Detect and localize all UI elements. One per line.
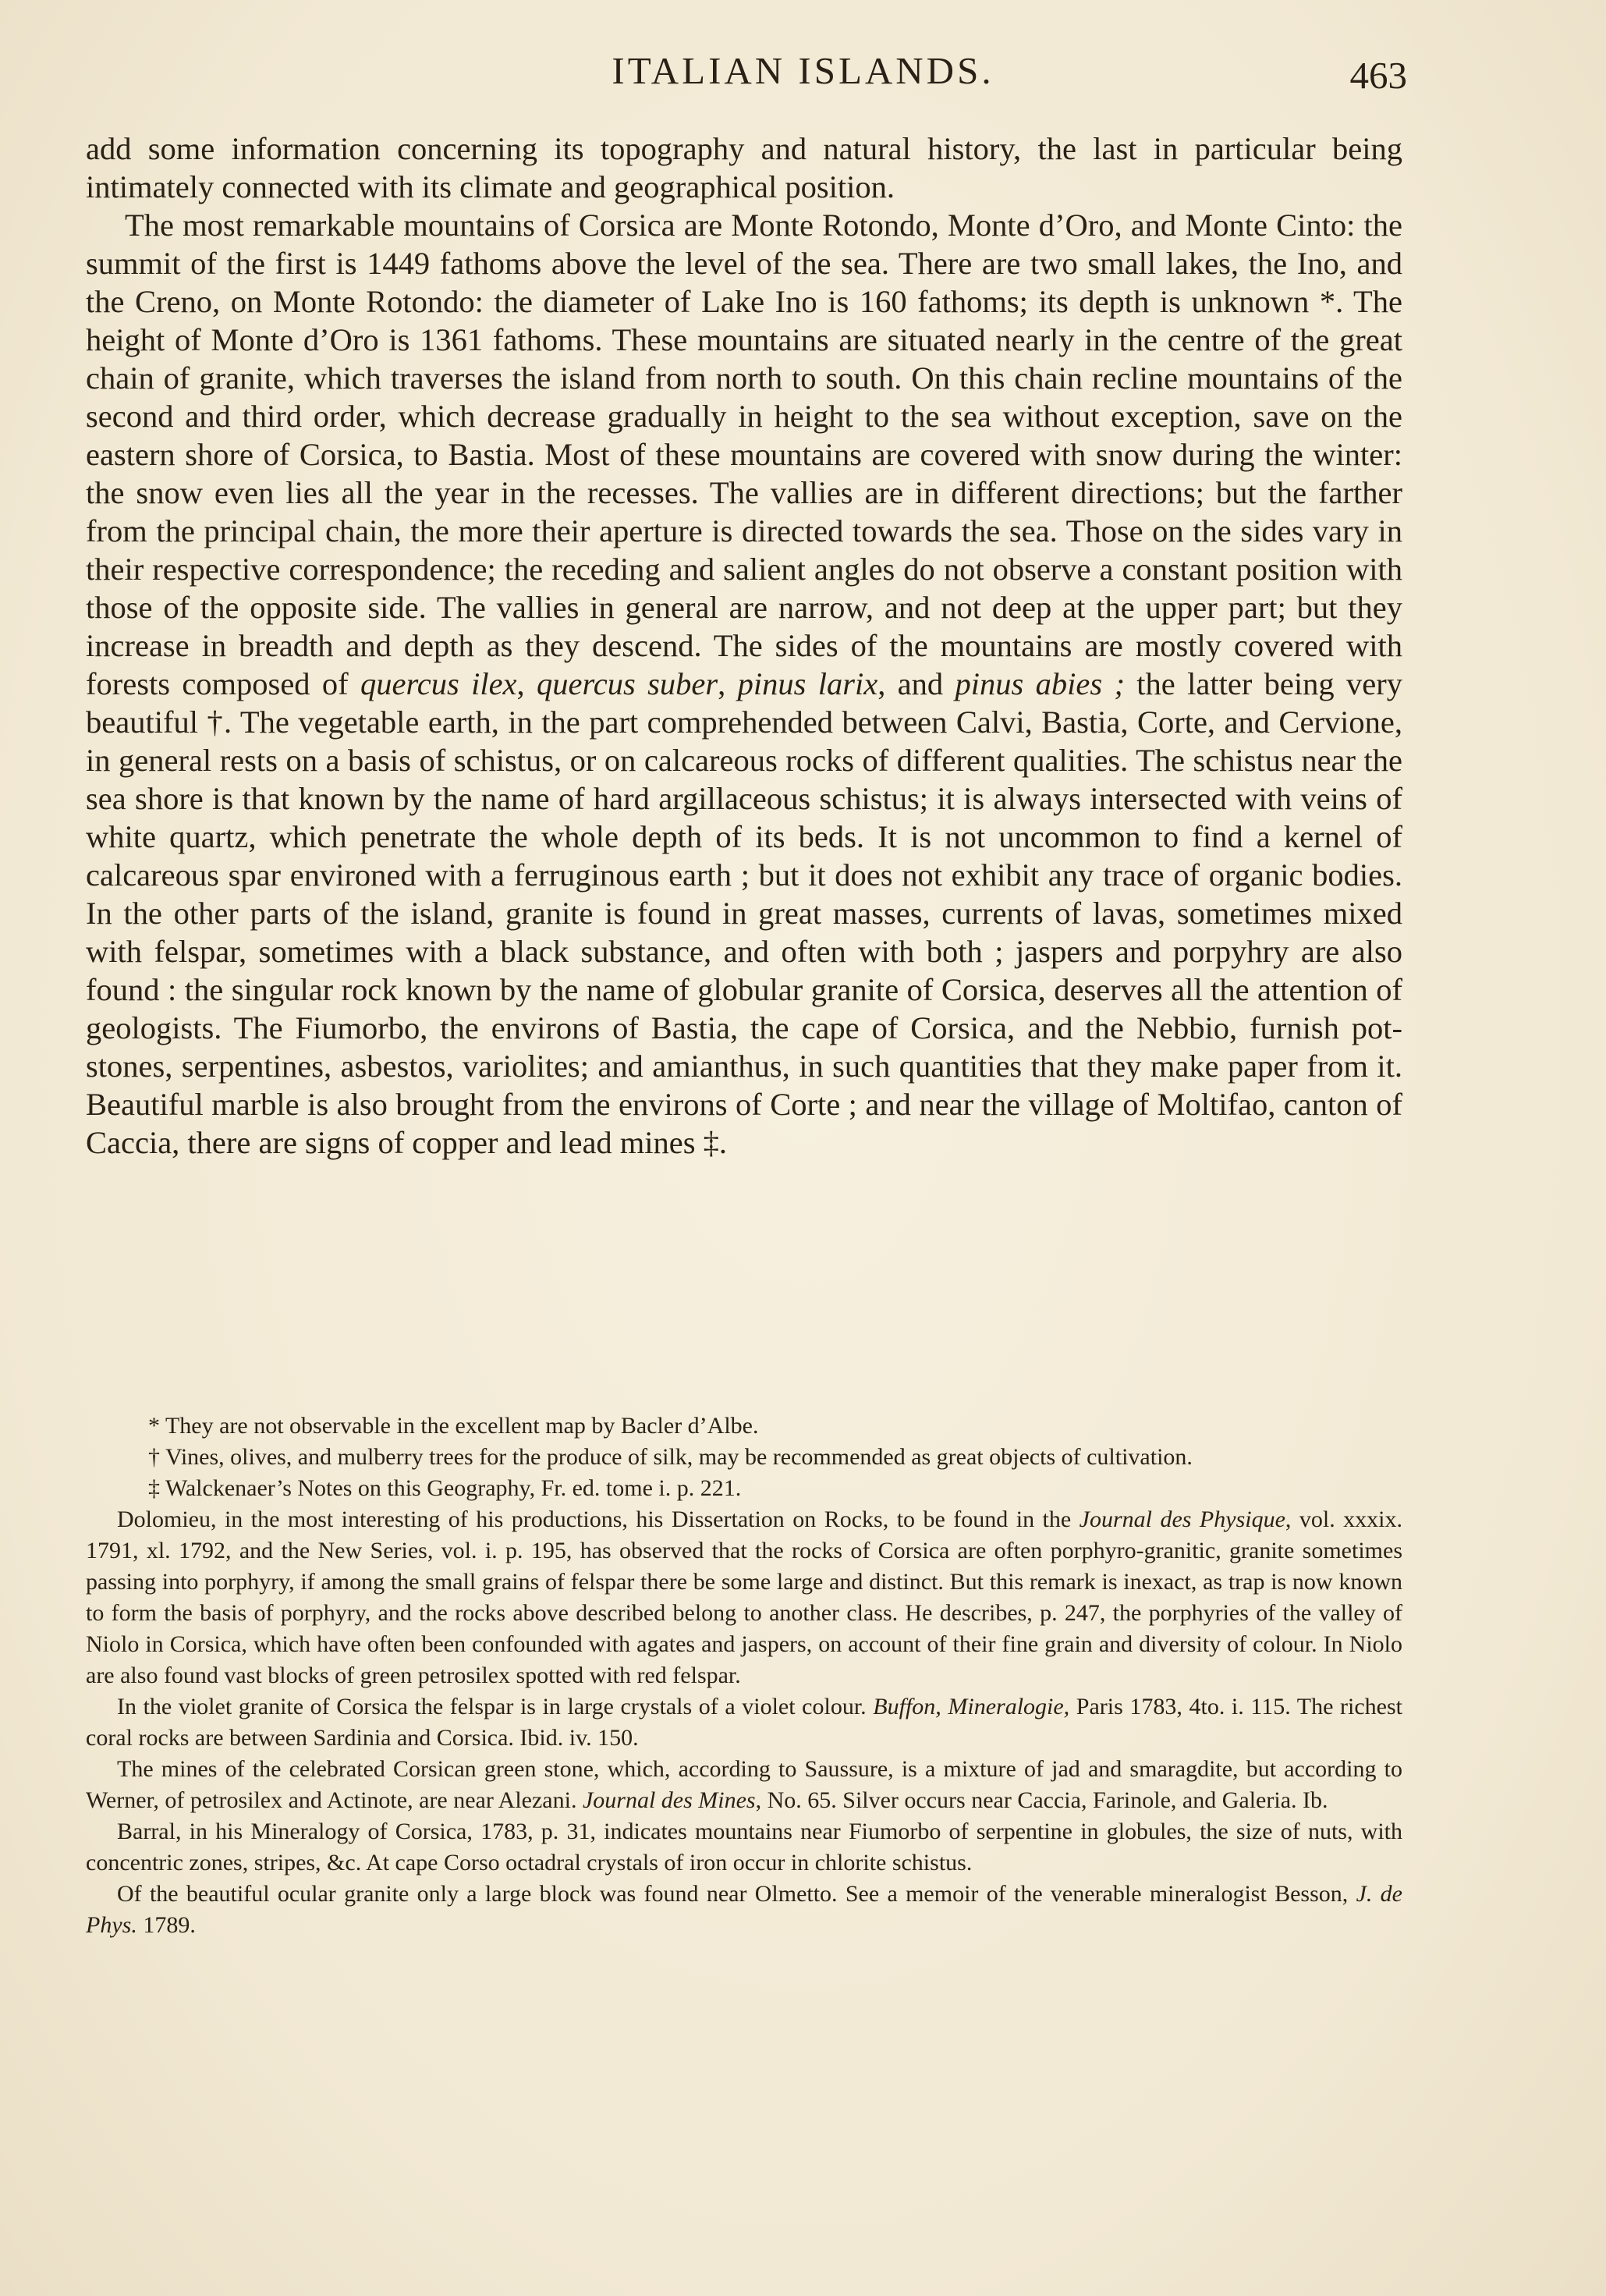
- footnote-1: [86, 1411, 1402, 1442]
- text-run: the latter being very beautiful: [86, 666, 1402, 740]
- footnote-3-para-5: Barral, in his Mineralogy of Corsica, 1783, p. 31, indicates mountains near Fiumorbo of serpentine in globules, the size of nuts, with concentric zones, stripes, &c. At cape Corso octadral crystals of iron occur in chlorite schistus.: [86, 1819, 1402, 1875]
- footnote-text: , vol. xxxix. 1791, xl. 1792, and the New Series, vol. i. p. 195, has observed that the rocks of Corsica are often porphyro-granitic, granite sometimes passing into porphyry, if among the small grains of felspar there be some large and distinct. But this remark is inexact, as trap is now known to form the basis of porphyry, and the rocks above described belong to another class. He describes, p. 247, the porphyries of the valley of Niolo in Corsica, which have often been confounded with agates and jaspers, on account of their fine grain and diversity of colour. In Niolo are also found vast blocks of green petrosilex spotted with red felspar.: [86, 1506, 1402, 1688]
- paragraph-1: add some information concerning its topography and natural history, the last in particular being intimately connected with its climate and geographical position.: [86, 131, 1402, 204]
- footnote-ref-double-dagger: ‡: [703, 1125, 719, 1160]
- footnote-3-para-3: [86, 1691, 1402, 1754]
- species-name: pinus abies ;: [955, 666, 1125, 701]
- footnote-2: [86, 1442, 1402, 1473]
- footnote-text: , No. 65. Silver occurs near Caccia, Farinole, and Galeria. Ib.: [755, 1787, 1328, 1813]
- text-run: , and: [877, 666, 955, 701]
- paragraph-2: [86, 206, 1402, 1162]
- text-run: ,: [718, 666, 738, 701]
- species-name: quercus ilex: [360, 666, 517, 701]
- footnotes: [86, 1411, 1402, 1941]
- footnote-text: Paris 1783, 4to. i. 115. The richest coral rocks are between Sardinia and Corsica. Ibid. iv. 150.: [86, 1694, 1403, 1751]
- journal-title: J. de Phys.: [86, 1881, 1402, 1938]
- text-run: .: [718, 1125, 728, 1160]
- footnote-3-para-6: [86, 1879, 1402, 1941]
- citation-title: Buffon, Mineralogie,: [873, 1694, 1070, 1719]
- text-run: . The height of Monte d’Oro is 1361 fathoms. These mountains are situated nearly in the centre of the great chain of granite, which traverses the island from north to south. On this chain recline mountains of the second and third order, which decrease gradually in height to the sea without exception, save on the eastern shore of Corsica, to Bastia. Most of these mountains are covered with snow during the winter: the snow even lies all the year in the recesses. The vallies are in different directions; but the farther from the principal chain, the more their aperture is directed towards the sea. Those on the sides vary in their respective correspondence; the receding and salient angles do not observe a constant position with those of the opposite side. The vallies in general are narrow, and not deep at the upper part; but they increase in breadth and depth as they descend. The sides of the mountains are mostly covered with forests composed of: [86, 284, 1403, 701]
- footnote-text: In the violet granite of Corsica the felspar is in large crystals of a violet colour.: [117, 1694, 874, 1719]
- footnote-text: Of the beautiful ocular granite only a large block was found near Olmetto. See a memoir of the venerable mineralogist Besson,: [117, 1881, 1356, 1907]
- journal-title: Journal des Physique: [1079, 1506, 1285, 1532]
- running-head: ITALIAN ISLANDS.: [612, 49, 994, 92]
- footnote-3-para-4: [86, 1754, 1402, 1816]
- species-name: pinus larix: [737, 666, 878, 701]
- text-run: . The vegetable earth, in the part comprehended between Calvi, Bastia, Corte, and Cervione, in general rests on a basis of schistus, or on calcareous rocks of different qualities. The schistus near the sea shore is that known by the name of hard argillaceous schistus; it is always intersected with veins of white quartz, which penetrate the whole depth of its beds. It is not uncommon to find a kernel of calcareous spar environed with a ferruginous earth ; but it does not exhibit any trace of organic bodies. In the other parts of the island, granite is found in great masses, currents of lavas, sometimes mixed with felspar, sometimes with a black substance, and often with both ; jaspers and porpyhry are also found : the singular rock known by the name of globular granite of Corsica, deserves all the attention of geologists. The Fiumorbo, the environs of Bastia, the cape of Corsica, and the Nebbio, furnish pot-stones, serpentines, asbestos, variolites; and amianthus, in such quantities that they make paper from it. Beautiful marble is also brought from the environs of Corte ; and near the village of Moltifao, canton of Caccia, there are signs of copper and lead mines: [86, 704, 1403, 1160]
- text-run: The most remarkable mountains of Corsica are Monte Rotondo, Monte d’Oro, and Monte Cinto: the summit of the first is 1449 fathoms above the level of the sea. There are two small lakes, the Ino, and the Creno, on Monte Rotondo: the diameter of Lake Ino is 160 fathoms; its depth is unknown: [86, 208, 1402, 319]
- footnote-mark: †: [148, 1444, 160, 1470]
- footnote-3-para-2: [86, 1504, 1402, 1691]
- text-run: ,: [516, 666, 537, 701]
- footnote-text: Vines, olives, and mulberry trees for the produce of silk, may be recommended as great objects of cultivation.: [160, 1444, 1193, 1470]
- footnote-text: Walckenaer’s Notes on this Geography, Fr. ed. tome i. p. 221.: [160, 1475, 742, 1501]
- page-number: 463: [1349, 54, 1407, 97]
- footnote-text: They are not observable in the excellent map by Bacler d’Albe.: [160, 1413, 759, 1439]
- footnote-ref-dagger: †: [207, 704, 224, 740]
- footnote-text: Dolomieu, in the most interesting of his productions, his Dissertation on Rocks, to be found in the: [117, 1506, 1080, 1532]
- footnote-3: [86, 1473, 1402, 1504]
- footnote-text: The mines of the celebrated Corsican green stone, which, according to Saussure, is a mixture of jad and smaragdite, but according to Werner, of petrosilex and Actinote, are near Alezani.: [86, 1756, 1402, 1813]
- footnote-mark: *: [148, 1413, 160, 1439]
- footnote-mark: ‡: [148, 1475, 160, 1501]
- footnote-text: 1789.: [136, 1912, 196, 1938]
- journal-title: Journal des Mines: [582, 1787, 756, 1813]
- main-text: [86, 130, 1402, 1162]
- species-name: quercus suber: [537, 666, 718, 701]
- footnote-ref-star: *: [1319, 284, 1336, 319]
